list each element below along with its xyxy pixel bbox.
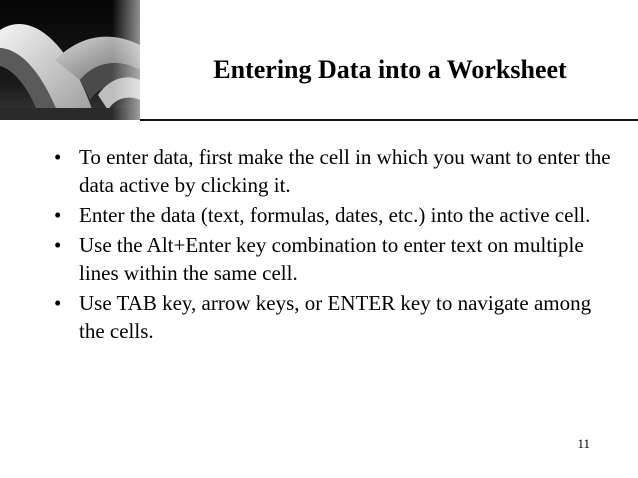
bullet-text: Use the Alt+Enter key combination to enter text on multiple lines within the same cell. [79,233,584,285]
bullet-text: Enter the data (text, formulas, dates, etc.) into the active cell. [79,203,591,227]
opera-house-photo [0,0,140,120]
bullet-item [54,143,614,199]
bullet-icon: • [54,203,62,227]
bullet-icon: • [54,145,62,169]
bullet-icon: • [54,233,62,257]
page-number: 11 [577,436,590,451]
bullet-item [54,231,614,287]
bullet-text: Use TAB key, arrow keys, or ENTER key to navigate among the cells. [79,291,592,343]
title-divider [140,119,638,121]
bullet-item [54,201,614,229]
bullet-item [54,289,614,345]
bullet-icon: • [54,291,62,315]
bullet-text: To enter data, first make the cell in which you want to enter the data active by clicking it. [79,145,611,197]
slide-title: Entering Data into a Worksheet [213,55,567,84]
bullet-list [54,143,614,347]
